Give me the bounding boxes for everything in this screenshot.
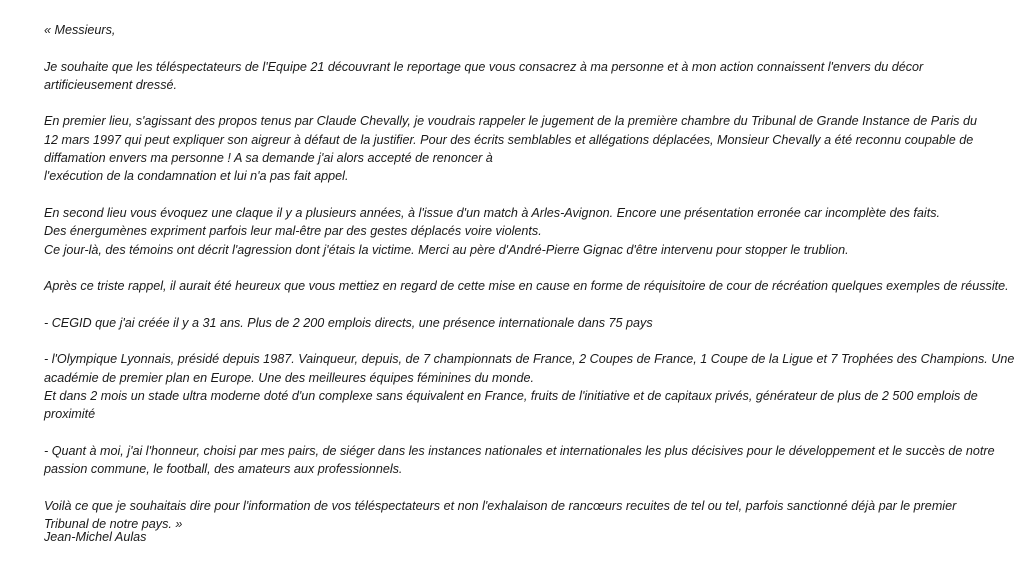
text-line: artificieusement dressé.	[44, 77, 177, 92]
paragraph-conclusion	[44, 497, 1004, 534]
text-line: Tribunal de notre pays. »	[44, 517, 183, 532]
paragraph-cegid	[44, 314, 1004, 332]
text-line: En second lieu vous évoquez une claque il y a plusieurs années, à l'issue d'un match à Arles-Avignon. Encore une présentation erronée car incomplète des faits.	[44, 205, 941, 220]
paragraph-instances	[44, 442, 1004, 479]
text-line: Après ce triste rappel, il aurait été heureux que vous mettiez en regard de cette mise en cause en forme de réquisitoire de cour de récréation quelques exemples de réussite.	[44, 279, 1009, 294]
text-line: - l'Olympique Lyonnais, présidé depuis 1987. Vainqueur, depuis, de 7 championnats de France, 2 Coupes de France, 1 Coupe de la Ligue et 7 Trophées des Champions. Une	[44, 352, 1015, 367]
signature: Jean-Michel Aulas	[44, 530, 147, 544]
text-line: Des énergumènes expriment parfois leur mal-être par des gestes déplacés voire violents.	[44, 224, 542, 239]
text-line: En premier lieu, s'agissant des propos tenus par Claude Chevally, je voudrais rappeler le jugement de la première chambre du Tribunal de Grande Instance de Paris du	[44, 114, 977, 129]
text-line: - Quant à moi, j'ai l'honneur, choisi par mes pairs, de siéger dans les instances nationales et internationales les plus décisives pour le développement et le succès de notre	[44, 443, 995, 458]
text-line: académie de premier plan en Europe. Une des meilleures équipes féminines du monde.	[44, 370, 535, 385]
salutation	[44, 21, 1004, 39]
paragraph-chevally	[44, 112, 1004, 185]
paragraph-rappel	[44, 277, 1009, 295]
text-line: Je souhaite que les téléspectateurs de l'Equipe 21 découvrant le reportage que vous consacrez à ma personne et à mon action connaissent l'envers du décor	[44, 59, 924, 74]
text-line: Et dans 2 mois un stade ultra moderne doté d'un complexe sans équivalent en France, fruits de l'initiative et de capitaux privés, générateur de plus de 2 500 emplois de	[44, 388, 978, 403]
salutation-line: « Messieurs,	[44, 23, 116, 37]
letter-body	[44, 21, 1015, 552]
text-line: Ce jour-là, des témoins ont décrit l'agression dont j'étais la victime. Merci au père d'André-Pierre Gignac d'être intervenu pour stopper le trublion.	[44, 242, 849, 257]
paragraph-claque	[44, 204, 1004, 259]
text-line: passion commune, le football, des amateurs aux professionnels.	[44, 462, 403, 477]
text-line: proximité	[44, 407, 96, 422]
text-line: 12 mars 1997 qui peut expliquer son aigreur à défaut de la justifier. Pour des écrits semblables et allégations déplacées, Monsieur Chevally a été reconnu coupable de	[44, 132, 974, 147]
text-line: l'exécution de la condamnation et lui n'a pas fait appel.	[44, 169, 349, 184]
text-line: Voilà ce que je souhaitais dire pour l'information de vos téléspectateurs et non l'exhalaison de rancœurs recuites de tel ou tel, parfois sanctionné déjà par le premier	[44, 498, 957, 513]
paragraph-intro	[44, 58, 1004, 95]
text-line: diffamation envers ma personne ! A sa demande j'ai alors accepté de renoncer à	[44, 151, 493, 166]
text-line: - CEGID que j'ai créée il y a 31 ans. Plus de 2 200 emplois directs, une présence internationale dans 75 pays	[44, 315, 653, 330]
paragraph-olympique-lyonnais	[44, 350, 1015, 423]
